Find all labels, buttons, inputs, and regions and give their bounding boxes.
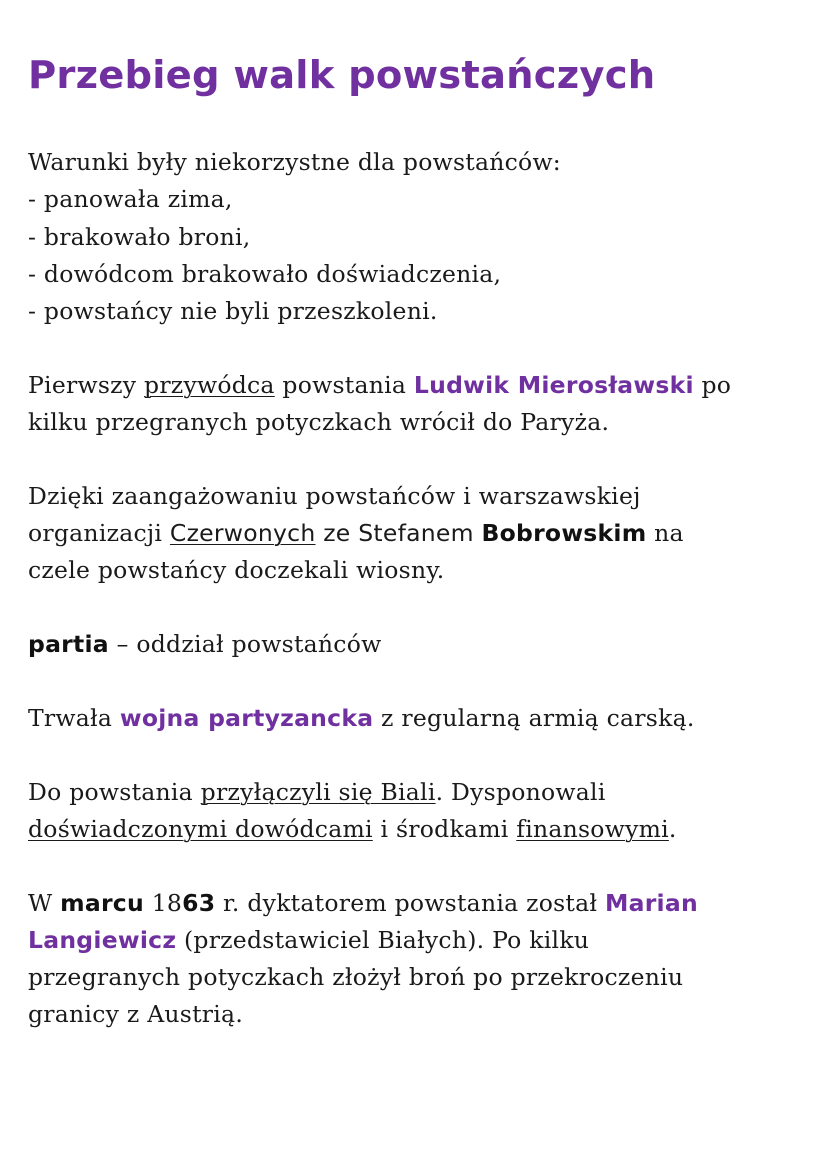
text-run: . Dysponowali — [435, 777, 606, 806]
page-title: Przebieg walk powstańczych — [28, 53, 656, 98]
text-run: powstania — [274, 370, 414, 399]
text-run: . — [668, 814, 677, 843]
leader-paragraph — [28, 367, 808, 442]
definition-term: partia — [28, 630, 109, 659]
text-run: W — [28, 888, 61, 917]
text-run: po — [693, 370, 732, 399]
text-run: (przedstawiciel Białych). Po kilku — [176, 925, 590, 954]
war-paragraph — [28, 700, 808, 737]
condition-item: - brakowało broni, — [28, 222, 251, 251]
text-run: Pierwszy — [28, 370, 145, 399]
text-run: na — [646, 519, 684, 548]
text-line: granicy z Austrią. — [28, 1000, 244, 1029]
underlined-term: przywódca — [144, 370, 275, 399]
whites-paragraph — [28, 774, 808, 849]
text-run: organizacji — [28, 519, 170, 548]
text-line: przegranych potyczkach złożył broń po przekroczeniu — [28, 963, 684, 992]
highlighted-name: Langiewicz — [28, 925, 177, 954]
text-line: czele powstańcy doczekali wiosny. — [28, 556, 445, 585]
text-run: ze Stefanem — [315, 519, 482, 548]
bold-month: marcu — [60, 888, 144, 917]
condition-item: - dowódcom brakowało doświadczenia, — [28, 259, 502, 288]
condition-item: - panowała zima, — [28, 185, 233, 214]
dictator-paragraph — [28, 885, 808, 1034]
bold-year: 63 — [182, 888, 216, 917]
text-run: i środkami — [372, 814, 517, 843]
highlighted-term: wojna partyzancka — [119, 703, 374, 732]
document-page — [28, 48, 808, 1070]
conditions-paragraph — [28, 144, 808, 330]
conditions-intro: Warunki były niekorzystne dla powstańców: — [28, 148, 561, 176]
text-run: z regularną armią carską. — [373, 703, 695, 732]
text-line: kilku przegranych potyczkach wrócił do Paryża. — [28, 408, 610, 437]
bold-name: Bobrowskim — [481, 519, 647, 548]
highlighted-name: Ludwik Mierosławski — [413, 370, 694, 399]
text-run: Do powstania — [28, 777, 201, 806]
text-line: Dzięki zaangażowaniu powstańców i warszawskiej — [28, 481, 641, 510]
highlighted-name: Marian — [604, 888, 698, 917]
underlined-term: Czerwonych — [169, 519, 316, 548]
condition-item: - powstańcy nie byli przeszkoleni. — [28, 297, 438, 326]
underlined-term: finansowymi — [516, 814, 669, 843]
text-run: Trwała — [28, 703, 120, 732]
text-run: r. dyktatorem powstania został — [215, 888, 605, 917]
definition-text: – oddział powstańców — [108, 630, 382, 659]
spring-paragraph — [28, 478, 808, 590]
text-run: 18 — [143, 888, 183, 917]
underlined-term: doświadczonymi dowódcami — [28, 814, 373, 843]
underlined-term: przyłączyli się Biali — [200, 777, 436, 806]
definition-paragraph — [28, 626, 808, 663]
